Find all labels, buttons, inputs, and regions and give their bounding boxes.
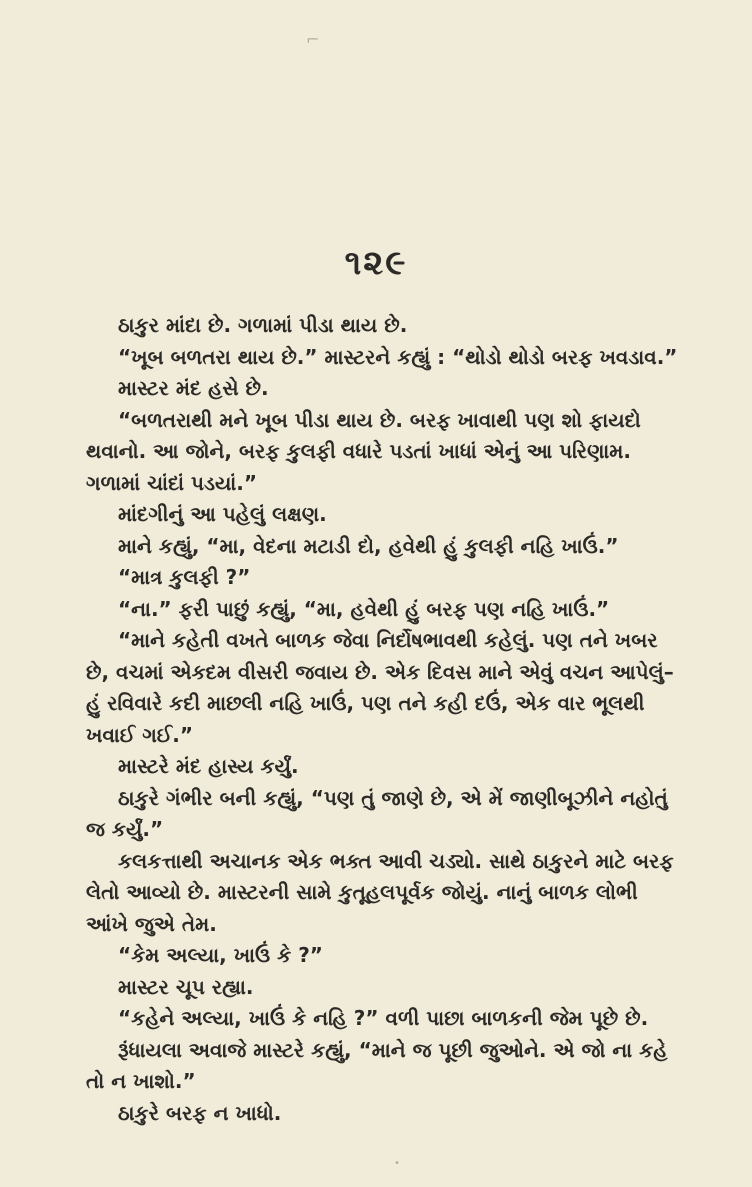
paragraph: “બળતરાથી મને ખૂબ પીડા થાય છે. બરફ ખાવાથી પણ શો ફાયદો થવાનો. આ જોને, બરફ કુલફી વધારે પડતાં ખાધાં એનું આ પરિણામ. ગળામાં ચાંદાં પડયાં.”	[86, 407, 641, 495]
paragraph: “ના.” ફરી પાછું કહ્યું, “મા, હવેથી હું બરફ પણ નહિ ખાઉં.”	[118, 596, 610, 621]
margin-mark: ⌐	[306, 30, 320, 49]
paragraph: માસ્ટર ચૂપ રહ્યા.	[118, 974, 254, 999]
paragraph: માસ્ટર મંદ હસે છે.	[118, 376, 269, 400]
paragraph: “ખૂબ બળતરા થાય છે.” માસ્ટરને કહ્યું : “થોડો થોડો બરફ ખવડાવ.”	[118, 344, 678, 369]
paragraph: “કેમ અલ્યા, ખાઉં કે ?”	[118, 943, 323, 967]
paragraph: ઠાકુરે ગંભીર બની કહ્યું, “પણ તું જાણે છે, એ મેં જાણીબૂઝીને નહોતું જ કર્યું.”	[86, 785, 668, 841]
paragraph: “માત્ર કુલફી ?”	[118, 565, 251, 589]
paragraph: ઠાકુર માંદા છે. ગળામાં પીડા થાય છે.	[118, 313, 408, 337]
paragraph: માંદગીનું આ પહેલું લક્ષણ.	[118, 502, 327, 526]
paragraph: ઠાકુરે બરફ ન ખાધો.	[118, 1100, 282, 1125]
page-number: ૧૨૯	[344, 243, 408, 283]
body-text	[86, 310, 686, 1129]
margin-mark: •	[394, 1158, 400, 1169]
paragraph: રૂંધાયલા અવાજે માસ્ટરે કહ્યું, “માને જ પૂછી જુઓને. એ જો ના કહે તો ન ખાશો.”	[86, 1037, 668, 1093]
paragraph: માને કહ્યું, “મા, વેદના મટાડી દો, હવેથી હું કુલફી નહિ ખાઉં.”	[118, 533, 619, 558]
paragraph: માસ્ટરે મંદ હાસ્ય કર્યું.	[118, 754, 299, 778]
paragraph: કલકત્તાથી અચાનક એક ભક્ત આવી ચડ્યો. સાથે ઠાકુરને માટે બરફ લેતો આવ્યો છે. માસ્ટરની સામે કુતૂહલપૂર્વક જોયું. નાનું બાળક લોભી આંખે જુએ તેમ.	[86, 848, 674, 936]
paragraph: “માને કહેતી વખતે બાળક જેવા નિર્દોષભાવથી કહેલું. પણ તને ખબર છે, વચમાં એકદમ વીસરી જવાય છે. એક દિવસ માને એવું વચન આપેલું– હું રવિવારે કદી માછલી નહિ ખાઉં, પણ તને કહી દઉં, એક વાર ભૂલથી ખવાઈ ગઈ.”	[86, 628, 674, 747]
paragraph: “કહેને અલ્યા, ખાઉં કે નહિ ?” વળી પાછા બાળકની જેમ પૂછે છે.	[118, 1006, 649, 1030]
